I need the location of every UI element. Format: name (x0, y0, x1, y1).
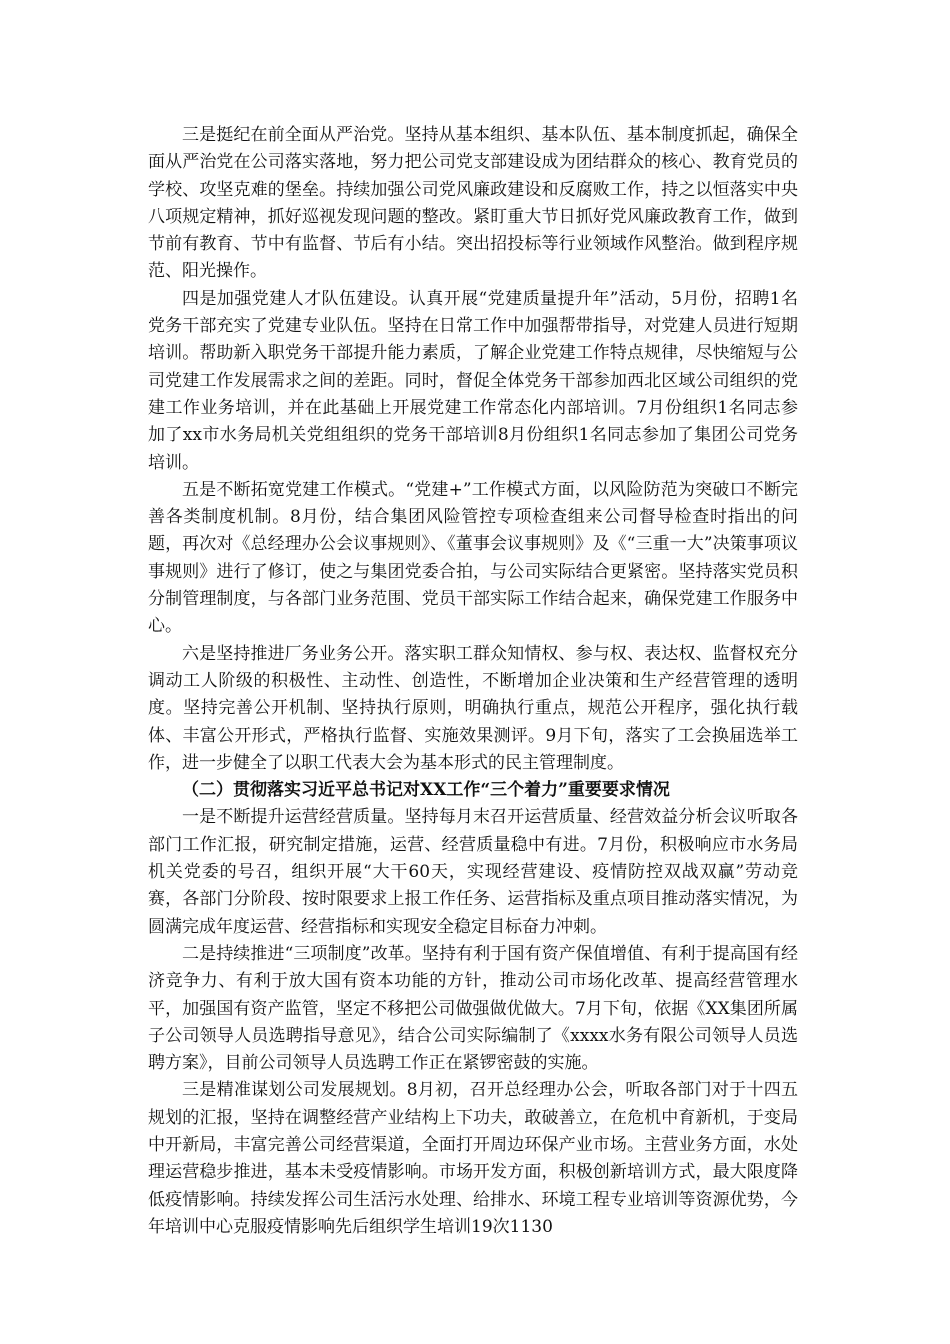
paragraph-development-plan: 三是精准谋划公司发展规划。8月初，召开总经理办公会，听取各部门对于十四五规划的汇报，坚持在调整经营产业结构上下功夫，敢破善立，在危机中育新机，于变局中开新局，丰富完善公司经营渠道，全面打开周边环保产业市场。主营业务方面，水处理运营稳步推进，基本未受疫情影响。市场开发方面，积极创新培训方式，最大限度降低疫情影响。持续发挥公司生活污水处理、给排水、环境工程专业培训等资源优势，今年培训中心克服疫情影响先后组织学生培训19次1130 (148, 1080, 798, 1237)
paragraph-affairs-disclosure: 六是坚持推进厂务业务公开。落实职工群众知情权、参与权、表达权、监督权充分调动工人阶级的积极性、主动性、创造性，不断增加企业决策和生产经营管理的透明度。坚持完善公开机制、坚持执行原则，明确执行重点，规范公开程序，强化执行载体、丰富公开形式，严格执行监督、实施效果测评。9月下旬，落实了工会换届选举工作，进一步健全了以职工代表大会为基本形式的民主管理制度。 (148, 643, 798, 773)
paragraph-work-mode: 五是不断拓宽党建工作模式。“党建+”工作模式方面，以风险防范为突破口不断完善各类制度机制。8月份，结合集团风险管控专项检查组来公司督导检查时指出的问题，再次对《总经理办公会议事规则》、《董事会议事规则》及《“三重一大”决策事项议事规则》进行了修订，使之与集团党委合拍，与公司实际结合更紧密。坚持落实党员积分制管理制度，与各部门业务范围、党员干部实际工作结合起来，确保党建工作服务中心。 (148, 479, 798, 637)
paragraph-party-discipline: 三是挺纪在前全面从严治党。坚持从基本组织、基本队伍、基本制度抓起，确保全面从严治党在公司落实落地，努力把公司党支部建设成为团结群众的核心、教育党员的学校、攻坚克难的堡垒。持续加强公司党风廉政建设和反腐败工作，持之以恒落实中央八项规定精神，抓好巡视发现问题的整改。紧盯重大节日抓好党风廉政教育工作，做到节前有教育、节中有监督、节后有小结。突出招投标等行业领域作风整治。做到程序规范、阳光操作。 (148, 125, 798, 282)
section-heading: （二）贯彻落实习近平总书记对XX工作“三个着力”重要要求情况 (182, 780, 670, 801)
paragraph-operation-quality: 一是不断提升运营经营质量。坚持每月末召开运营质量、经营效益分析会议听取各部门工作汇报，研究制定措施，运营、经营质量稳中有进。7月份，积极响应市水务局机关党委的号召，组织开展“大干60天，实现经营建设、疫情防控双战双赢”劳动竞赛，各部门分阶段、按时限要求上报工作任务、运营指标及重点项目推动落实情况，为圆满完成年度运营、经营指标和实现安全稳定目标奋力冲刺。 (148, 807, 798, 937)
document-body (148, 122, 798, 1241)
paragraph-three-systems-reform: 二是持续推进“三项制度”改革。坚持有利于国有资产保值增值、有利于提高国有经济竞争力、有利于放大国有资本功能的方针，推动公司市场化改革、提高经营管理水平，加强国有资产监管，坚定不移把公司做强做优做大。7月下旬，依据《XX集团所属子公司领导人员选聘指导意见》，结合公司实际编制了《xxxx水务有限公司领导人员选聘方案》，目前公司领导人员选聘工作正在紧锣密鼓的实施。 (148, 943, 798, 1074)
paragraph-talent-team: 四是加强党建人才队伍建设。认真开展“党建质量提升年”活动，5月份，招聘1名党务干部充实了党建专业队伍。坚持在日常工作中加强帮带指导，对党建人员进行短期培训。帮助新入职党务干部提升能力素质，了解企业党建工作特点规律，尽快缩短与公司党建工作发展需求之间的差距。同时，督促全体党务干部参加西北区域公司组织的党建工作业务培训，并在此基础上开展党建工作常态化内部培训。7月份组织1名同志参加了xx市水务局机关党组组织的党务干部培训8月份组织1名同志参加了集团公司党务培训。 (148, 288, 798, 473)
